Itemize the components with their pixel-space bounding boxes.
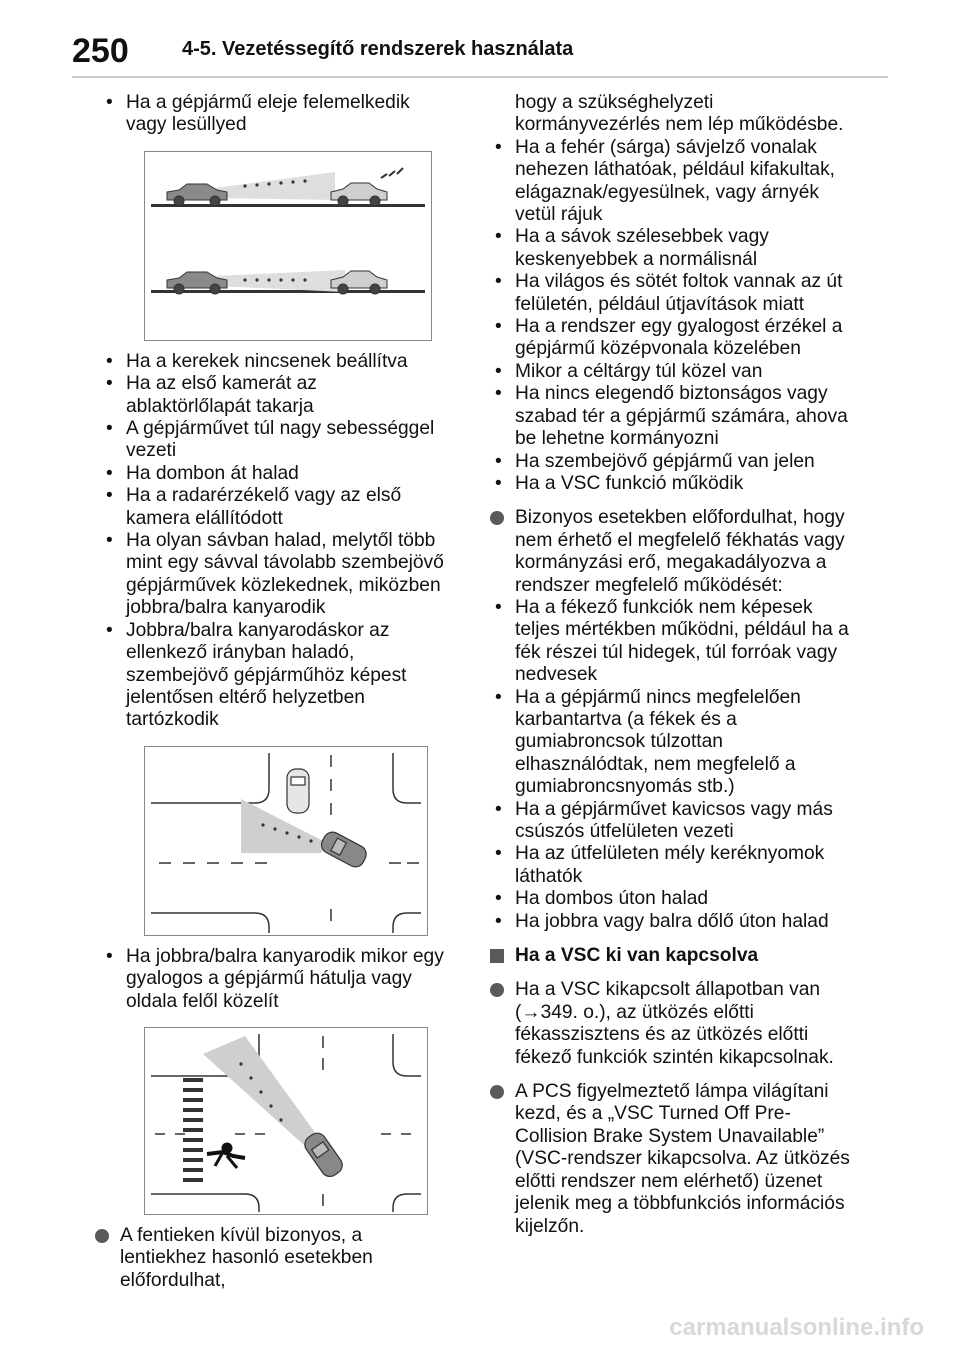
car-icon xyxy=(287,769,309,813)
right-list-2 xyxy=(483,597,861,933)
paragraph-text: A PCS figyelmeztető lámpa világítani kezd, és a „VSC Turned Off Pre-Collision Brake System Unavailable” (VSC-rendszer kikapcsolva. Az ütközés előtti rendszer nem elérhető) üzenet jelenik meg a többfunkciós információs kijelzőn. xyxy=(515,1081,850,1237)
note-paragraph xyxy=(489,979,861,1069)
page-number: 250 xyxy=(72,32,129,70)
list-item: • Ha a fékező funkciók nem képesek teljes mértékben működni, például ha a fék részei túl hidegek, túl forróak vagy nedvesek xyxy=(483,597,861,687)
crosswalk xyxy=(183,1078,203,1182)
car-icon xyxy=(331,183,387,206)
bullet-square-icon xyxy=(490,949,504,963)
list-item: • Ha a rendszer egy gyalogost érzékel a gépjármű középvonala közelében xyxy=(483,316,861,361)
list-item: • Ha olyan sávban halad, melytől több mint egy sávval távolabb szembejövő gépjárművek közlekednek, miközben jobbra/balra kanyarodik xyxy=(94,530,446,620)
figure-intersection-pedestrian xyxy=(144,1027,428,1215)
list-item: • Ha nincs elegendő biztonságos vagy szabad tér a gépjármű számára, ahova be lehetne kormányozni xyxy=(483,383,861,450)
header-divider xyxy=(72,76,888,78)
pedestrian-icon xyxy=(207,1143,245,1168)
list-item: • Mikor a céltárgy túl közel van xyxy=(483,361,861,383)
watermark: carmanualsonline.info xyxy=(669,1314,924,1341)
subheading xyxy=(489,945,861,967)
list-item: • Ha a gépjármű eleje felemelkedik vagy lesüllyed xyxy=(94,92,446,137)
subheading-text: Ha a VSC ki van kapcsolva xyxy=(515,945,759,967)
bullet-circle-icon xyxy=(95,1229,109,1243)
car-icon xyxy=(301,1130,345,1180)
left-list-1 xyxy=(94,92,446,137)
list-item: • Ha a kerekek nincsenek beállítva xyxy=(94,351,446,373)
right-column xyxy=(489,92,861,1238)
section-title: 4-5. Vezetéssegítő rendszerek használata xyxy=(182,38,574,60)
list-item: • Ha dombos úton halad xyxy=(483,888,861,910)
paragraph-text: Ha a VSC kikapcsolt állapotban van (→349. o.), az ütközés előtti fékasszisztens és az ütközés előtti fékező funkciók szintén kikapcsolnak. xyxy=(515,979,834,1068)
list-item: • Ha a sávok szélesebbek vagy keskenyebbek a normálisnál xyxy=(483,226,861,271)
figure-car-pitch xyxy=(144,151,432,341)
left-column xyxy=(94,92,446,1292)
intersection-oncoming-illustration xyxy=(145,747,427,935)
note-paragraph xyxy=(94,1225,446,1292)
left-list-3 xyxy=(94,946,446,1013)
intersection-pedestrian-illustration xyxy=(145,1028,427,1214)
list-item: • Ha a fehér (sárga) sávjelző vonalak nehezen láthatóak, például kifakultak, elágaznak/egyesülnek, vagy árnyék vetül rájuk xyxy=(483,137,861,227)
car-icon xyxy=(318,829,369,870)
list-item: • Ha az útfelületen mély keréknyomok láthatók xyxy=(483,843,861,888)
list-item: • Ha világos és sötét foltok vannak az út felületén, például útjavítások miatt xyxy=(483,271,861,316)
continued-paragraph: hogy a szükséghelyzeti kormányvezérlés nem lép működésbe. xyxy=(515,92,844,136)
note-paragraph xyxy=(489,1081,861,1238)
list-item: • Ha jobbra/balra kanyarodik mikor egy gyalogos a gépjármű hátulja vagy oldala felől közelít xyxy=(94,946,446,1013)
figure-intersection-oncoming xyxy=(144,746,428,936)
list-item: • Ha az első kamerát az ablaktörlőlapát takarja xyxy=(94,373,446,418)
list-item: • Ha jobbra vagy balra dőlő úton halad xyxy=(483,911,861,933)
list-item: • Ha a gépjármű nincs megfelelően karbantartva (a fékek és a gumiabroncsok túlzottan elhasználódtak, nem megfelelő a gumiabroncsnyomás stb.) xyxy=(483,687,861,799)
page-header xyxy=(0,0,960,76)
list-item: • Ha a gépjárművet kavicsos vagy más csúszós útfelületen vezeti xyxy=(483,799,861,844)
bullet-circle-icon xyxy=(490,1085,504,1099)
list-item: • Ha a radarérzékelő vagy az első kamera elállítódott xyxy=(94,485,446,530)
bullet-circle-icon xyxy=(490,983,504,997)
list-item: • Ha a VSC funkció működik xyxy=(483,473,861,495)
list-item: • Jobbra/balra kanyarodáskor az ellenkező irányban haladó, szembejövő gépjárműhöz képest jelentősen eltérő helyzetben tartózkodik xyxy=(94,620,446,732)
paragraph-text: A fentieken kívül bizonyos, a lentiekhez hasonló esetekben előfordulhat, xyxy=(120,1224,373,1291)
bullet-circle-icon xyxy=(490,511,504,525)
car-icon xyxy=(167,184,227,206)
list-item: • A gépjárművet túl nagy sebességgel vezeti xyxy=(94,418,446,463)
note-paragraph xyxy=(489,507,861,597)
right-list-1 xyxy=(483,137,861,496)
left-list-2 xyxy=(94,351,446,732)
list-item: • Ha szembejövő gépjármű van jelen xyxy=(483,451,861,473)
car-pitch-illustration xyxy=(145,152,431,340)
paragraph-text: Bizonyos esetekben előfordulhat, hogy nem érhető el megfelelő fékhatás vagy kormányzási erő, megakadályozva a rendszer megfelelő működését: xyxy=(515,507,845,596)
list-item: • Ha dombon át halad xyxy=(94,463,446,485)
